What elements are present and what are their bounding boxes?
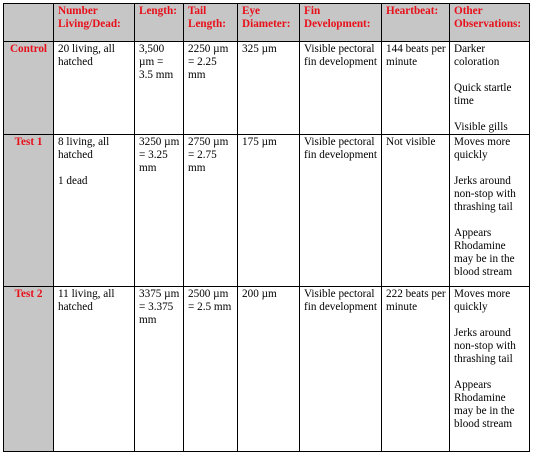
cell-other-observations — [450, 135, 530, 287]
table-row-test-2 — [4, 287, 530, 452]
cell-fin-development: Visible pectoral fin development — [300, 42, 382, 135]
cell-number — [54, 287, 135, 452]
cell-eye-diameter: 325 µm — [238, 42, 300, 135]
cell-length: 3375 µm = 3.375 mm — [135, 287, 184, 452]
header-heartbeat: Heartbeat: — [382, 4, 450, 42]
header-other-observations: Other Observations: — [450, 4, 530, 42]
row-label-test-2: Test 2 — [4, 287, 54, 452]
cell-paragraph: 11 living, all hatched — [58, 288, 115, 313]
cell-paragraph: Quick startle time — [454, 82, 512, 107]
cell-paragraph: Visible gills — [454, 121, 508, 133]
row-label-control: Control — [4, 42, 54, 135]
cell-paragraph: Moves more quickly — [454, 136, 511, 161]
cell-other-observations — [450, 287, 530, 452]
cell-paragraph: Appears Rhodamine may be in the blood stream — [454, 379, 515, 430]
cell-heartbeat: 144 beats per minute — [382, 42, 450, 135]
cell-other-observations — [450, 42, 530, 135]
header-tail-length: Tail Length: — [184, 4, 238, 42]
cell-paragraph: Appears Rhodamine may be in the blood stream — [454, 227, 515, 278]
header-fin-development: Fin Development: — [300, 4, 382, 42]
cell-paragraph: Darker coloration — [454, 43, 500, 68]
table-row-control — [4, 42, 530, 135]
header-number-living-dead: Number Living/Dead: — [54, 4, 135, 42]
header-length: Length: — [135, 4, 184, 42]
header-corner-cell — [4, 4, 54, 42]
cell-length: 3,500 µm = 3.5 mm — [135, 42, 184, 135]
cell-eye-diameter: 200 µm — [238, 287, 300, 452]
cell-heartbeat: 222 beats per minute — [382, 287, 450, 452]
cell-eye-diameter: 175 µm — [238, 135, 300, 287]
cell-paragraph: 1 dead — [58, 175, 88, 187]
table-row-test-1 — [4, 135, 530, 287]
header-eye-diameter: Eye Diameter: — [238, 4, 300, 42]
cell-paragraph: Jerks around non-stop with thrashing tail — [454, 175, 516, 213]
cell-paragraph: 20 living, all hatched — [58, 43, 115, 68]
cell-paragraph: Jerks around non-stop with thrashing tail — [454, 327, 516, 365]
row-label-test-1: Test 1 — [4, 135, 54, 287]
observation-table — [3, 3, 530, 452]
cell-fin-development: Visible pectoral fin development — [300, 287, 382, 452]
cell-tail-length: 2750 µm = 2.75 mm — [184, 135, 238, 287]
cell-number — [54, 42, 135, 135]
cell-paragraph: Moves more quickly — [454, 288, 511, 313]
header-row — [4, 4, 530, 42]
cell-paragraph: 8 living, all hatched — [58, 136, 110, 161]
cell-tail-length: 2500 µm = 2.5 mm — [184, 287, 238, 452]
cell-tail-length: 2250 µm = 2.25 mm — [184, 42, 238, 135]
cell-length: 3250 µm = 3.25 mm — [135, 135, 184, 287]
cell-heartbeat: Not visible — [382, 135, 450, 287]
cell-fin-development: Visible pectoral fin development — [300, 135, 382, 287]
cell-number — [54, 135, 135, 287]
